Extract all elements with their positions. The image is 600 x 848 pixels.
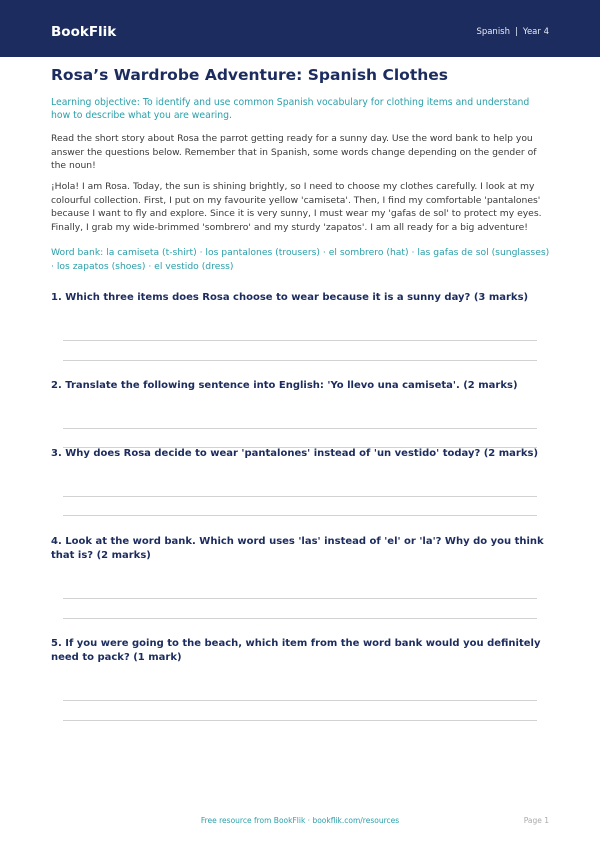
question-2: 2. Translate the following sentence into English: 'Yo llevo una camiseta'. (2 marks)	[51, 380, 518, 391]
subject-label: Spanish	[476, 27, 511, 37]
worksheet-title: Rosa’s Wardrobe Adventure: Spanish Clothes	[51, 66, 448, 84]
word-bank: Word bank: la camiseta (t-shirt) · los pantalones (trousers) · el sombrero (hat) · las gafas de sol (sunglasses) · los zapatos (shoes) · el vestido (dress)	[51, 247, 550, 272]
answer-line[interactable]	[63, 515, 537, 516]
question-3: 3. Why does Rosa decide to wear 'pantalones' instead of 'un vestido' today? (2 marks)	[51, 448, 539, 459]
answer-line[interactable]	[63, 598, 537, 599]
year-label: Year 4	[522, 27, 549, 37]
footer-credit: Free resource from BookFlik · bookflik.com/resources	[200, 816, 400, 825]
answer-line[interactable]	[63, 618, 537, 619]
page-number: Page 1	[523, 816, 549, 825]
answer-line[interactable]	[63, 496, 537, 497]
story-text: ¡Hola! I am Rosa. Today, the sun is shining brightly, so I need to choose my clothes carefully. I look at my colourful collection. First, I put on my favourite yellow 'camiseta'. Then, I find my comfortable 'pantalones' because I want to fly and explore. Since it is very sunny, I must wear my 'gafas de sol' to protect my eyes. Finally, I grab my wide-brimmed 'sombrero' and my sturdy 'zapatos'. I am all ready for a big adventure!	[51, 181, 542, 233]
answer-line[interactable]	[63, 700, 537, 701]
answer-line[interactable]	[63, 340, 537, 341]
meta-separator: |	[515, 27, 518, 37]
question-1: 1. Which three items does Rosa choose to wear because it is a sunny day? (3 marks)	[51, 292, 529, 303]
learning-objective: Learning objective: To identify and use common Spanish vocabulary for clothing items and understand how to describe what you are wearing.	[51, 97, 530, 121]
brand-logo: BookFlik	[51, 24, 117, 40]
answer-line[interactable]	[63, 360, 537, 361]
question-4: 4. Look at the word bank. Which word uses 'las' instead of 'el' or 'la'? Why do you think that is? (2 marks)	[51, 536, 544, 561]
answer-line[interactable]	[63, 720, 537, 721]
subject-year-label	[476, 26, 549, 38]
page-header	[0, 0, 600, 57]
instructions-text: Read the short story about Rosa the parrot getting ready for a sunny day. Use the word bank to help you answer the questions below. Remember that in Spanish, some words change depending on the gender of the noun!	[51, 133, 537, 171]
answer-line[interactable]	[63, 428, 537, 429]
question-5: 5. If you were going to the beach, which item from the word bank would you definitely need to pack? (1 mark)	[51, 638, 541, 663]
